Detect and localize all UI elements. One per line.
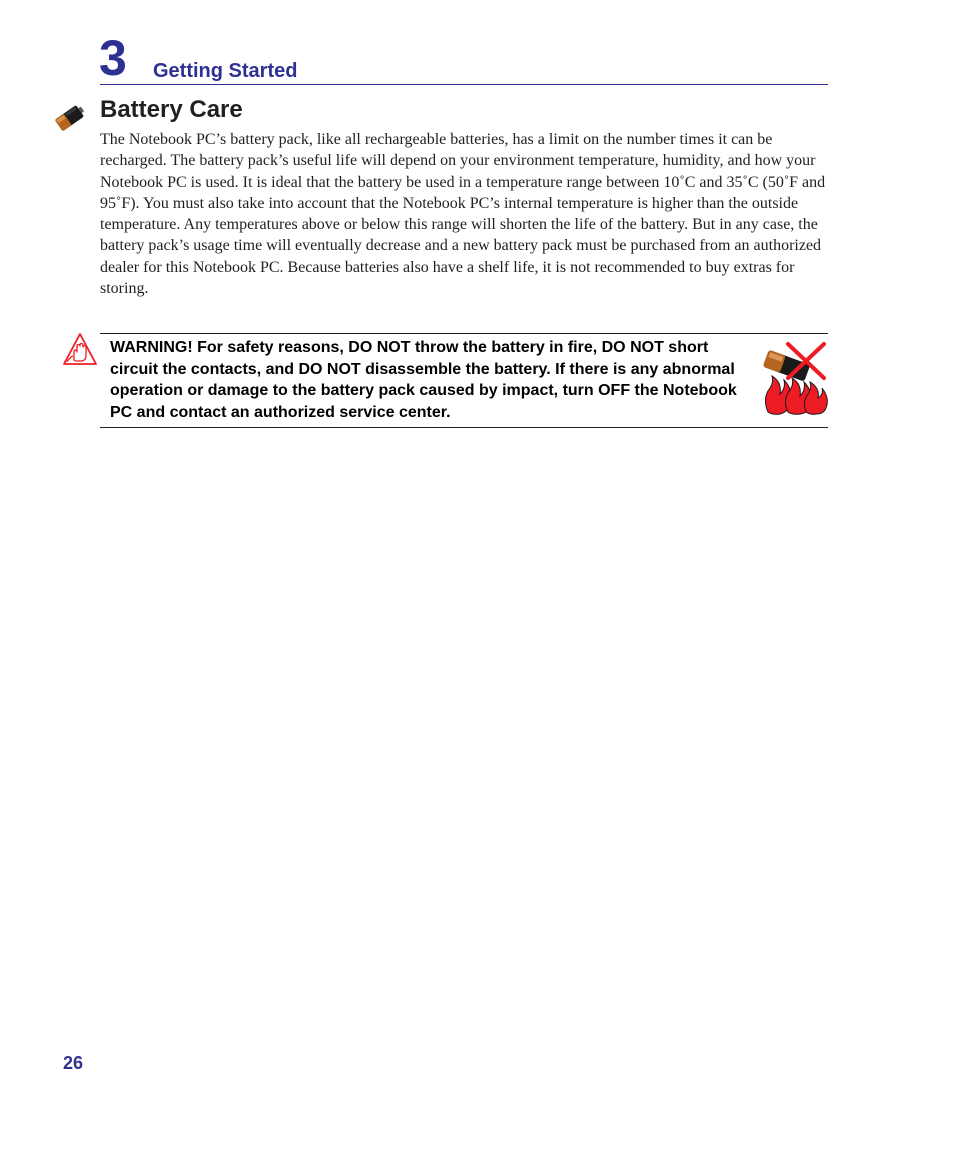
page-number: 26 xyxy=(63,1053,84,1073)
warning-hand-icon xyxy=(62,332,98,368)
battery-icon xyxy=(54,100,88,134)
warning-top-divider xyxy=(100,333,828,334)
warning-bottom-divider xyxy=(100,427,828,428)
chapter-number: 3 xyxy=(99,30,127,86)
warning-text: WARNING! For safety reasons, DO NOT throw the battery in fire, DO NOT short circuit the contacts, and DO NOT disassemble the battery. If there is any abnormal operation or damage to the battery pack caused by impact, turn OFF the Notebook PC and contact an authorized service center. xyxy=(110,339,737,421)
chapter-title: Getting Started xyxy=(153,60,298,82)
body-paragraph: The Notebook PC’s battery pack, like all rechargeable batteries, has a limit on the number times it can be recharged. The battery pack’s useful life will depend on your environment temperature, humidity, and how your Notebook PC is used. It is ideal that the battery be used in a temperature range between 10˚C and 35˚C (50˚F and 95˚F). You must also take into account that the Notebook PC’s internal temperature is higher than the outside temperature. Any temperatures above or below this range will shorten the life of the battery. But in any case, the battery pack’s usage time will eventually decrease and a new battery pack must be purchased from an authorized dealer for this Notebook PC. Because batteries also have a shelf life, it is not recommended to buy extras for storing. xyxy=(100,131,826,298)
battery-fire-prohibited-icon xyxy=(760,338,830,416)
chapter-divider xyxy=(100,84,828,85)
section-title: Battery Care xyxy=(100,96,243,123)
